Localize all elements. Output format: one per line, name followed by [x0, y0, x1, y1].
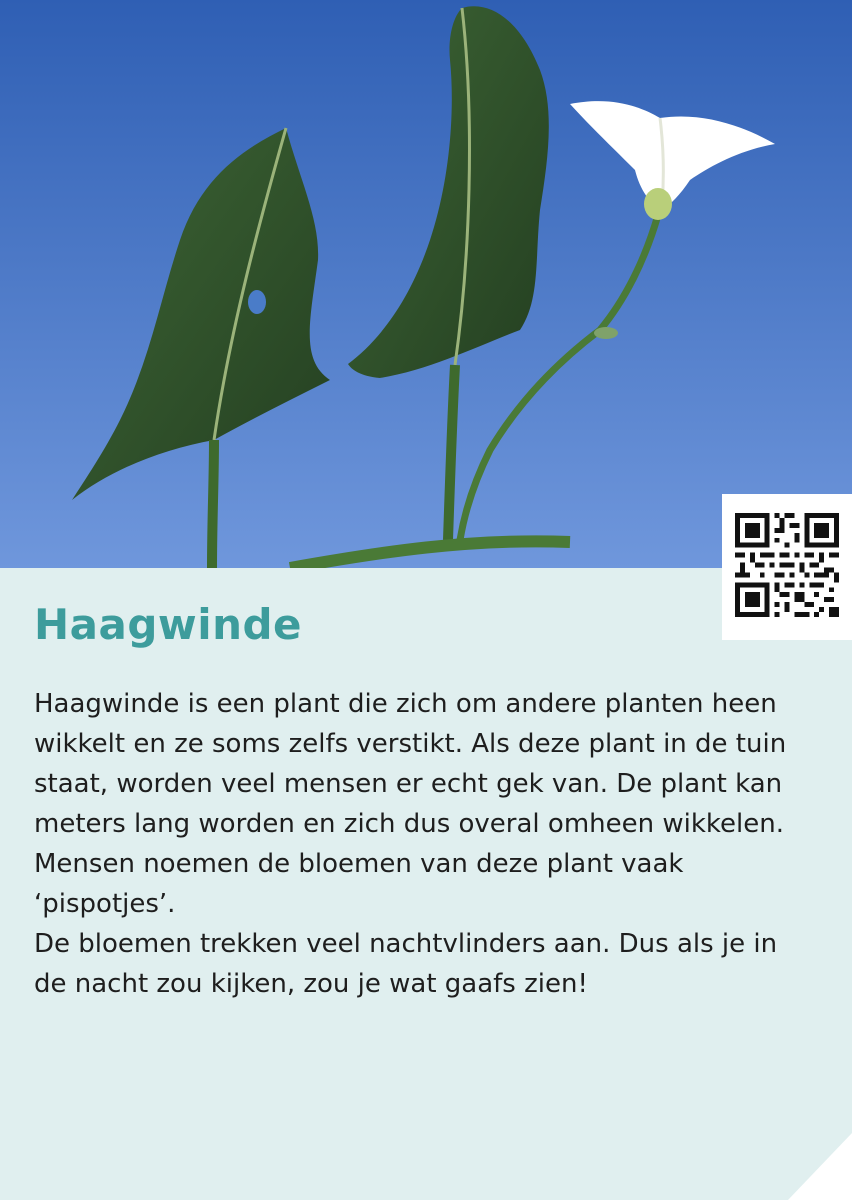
description-paragraph: Haagwinde is een plant die zich om andere planten heen wikkelt en ze soms zelfs verstikt. Als deze plant in de tuin staat, worden veel mensen er echt gek van. De plant kan meters lang worden en zich dus overal omheen wikkelen. Mensen noemen de bloemen van deze plant vaak ‘pispotjes’.	[34, 689, 787, 919]
description-paragraph: De bloemen trekken veel nachtvlinders aan. Dus als je in de nacht zou kijken, zou je wat gaafs zien!	[34, 929, 778, 999]
description	[34, 684, 804, 1004]
qr-code[interactable]	[722, 494, 852, 640]
plant-photo	[0, 0, 852, 568]
page-title: Haagwinde	[34, 600, 303, 649]
qr-code-icon	[735, 510, 839, 620]
plant-illustration	[0, 0, 852, 568]
flower-bud	[594, 327, 618, 339]
